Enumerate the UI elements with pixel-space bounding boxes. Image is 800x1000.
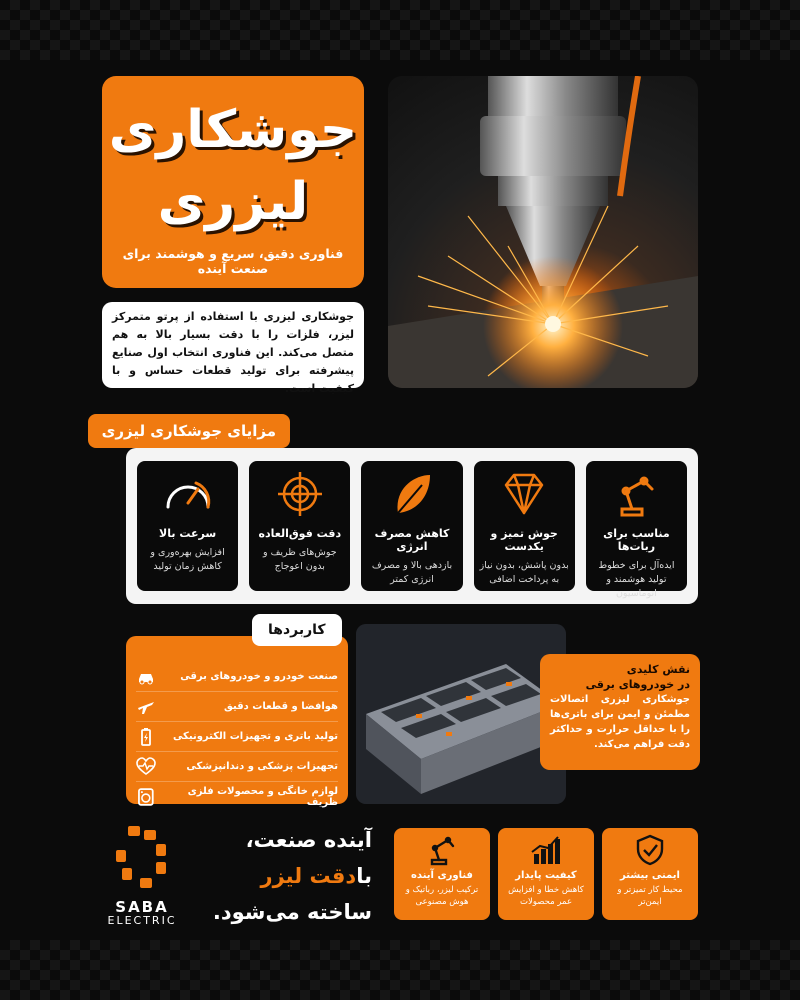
ev-title-line1: نقش کلیدی (626, 663, 690, 676)
list-item (136, 752, 338, 782)
benefit-title: سرعت بالا (159, 527, 217, 540)
checker-pattern-top (0, 0, 800, 60)
benefit-desc: افزایش بهره‌وری و کاهش زمان تولید (150, 547, 225, 572)
feature-card (498, 828, 594, 920)
battery-icon (136, 727, 156, 747)
ev-info-box (540, 654, 700, 770)
feature-card (394, 828, 490, 920)
title-block (102, 76, 364, 288)
diamond-icon (496, 469, 552, 519)
benefit-title: دقت فوق‌العاده (258, 527, 342, 540)
page-title-line2: لیزری (157, 172, 309, 232)
benefit-title: مناسب برای ربات‌ها (603, 527, 670, 553)
page-title-line1: جوشکاری (108, 100, 358, 160)
logo-sub: ELECTRIC (107, 914, 177, 927)
heartbeat-icon (136, 757, 156, 777)
benefit-card (361, 461, 462, 591)
feature-desc: ترکیب لیزر، رباتیک و هوش مصنوعی (405, 885, 479, 907)
slogan (200, 822, 372, 930)
benefit-desc: بازدهی بالا و مصرف انرژی کمتر (371, 560, 453, 585)
slogan-line2 (200, 858, 372, 894)
app-item-label: هوافضا و قطعات دقیق (224, 701, 338, 712)
ev-title-line2: در خودروهای برقی (585, 678, 690, 691)
logo-name: SABA (115, 898, 169, 916)
crosshair-icon (272, 469, 328, 519)
shield-check-icon (632, 834, 668, 866)
app-item-label: صنعت خودرو و خودروهای برقی (180, 671, 338, 682)
feature-title: فناوری آینده (411, 870, 473, 881)
intro-text: جوشکاری لیزری با استفاده از پرتو متمرکز لیزر، فلزات را با دقت بسیار بالا به هم متصل می‌کند. این فناوری انتخاب اول صنایع پیشرفته برای تولید قطعات حساس و با کیفیت است. (102, 302, 364, 388)
benefits-heading: مزایای جوشکاری لیزری (88, 414, 290, 448)
benefits-panel (126, 448, 698, 604)
feature-title: ایمنی بیشتر (620, 870, 680, 881)
laser-welding-hero-image (388, 76, 698, 388)
benefit-title: جوش تمیز و یکدست (490, 527, 558, 553)
feature-cards (392, 828, 698, 920)
app-item-label: تولید باتری و تجهیزات الکترونیکی (172, 731, 338, 742)
speedometer-icon (160, 469, 216, 519)
checker-pattern-bottom (0, 940, 800, 1000)
slogan-line1: آینده صنعت، (245, 828, 372, 852)
feature-desc: محیط کار تمیزتر و ایمن‌تر (617, 885, 683, 907)
applications-panel (126, 636, 348, 808)
app-item-label: لوازم خانگی و محصولات فلزی ظریف (187, 786, 338, 808)
car-icon (136, 667, 156, 687)
washing-machine-icon (136, 787, 156, 807)
feature-title: کیفیت پایدار (515, 870, 577, 881)
feature-card (602, 828, 698, 920)
slogan-highlight: دقت لیزر (260, 864, 357, 888)
applications-heading: کاربردها (252, 614, 342, 646)
leaf-icon (384, 469, 440, 519)
ev-text: جوشکاری لیزری اتصالات مطمئن و ایمن برای باتری‌ها را با حداقل حرارت و حداکثر دقت فراهم می‌کند. (550, 694, 690, 750)
airplane-icon (136, 697, 156, 717)
benefit-card (586, 461, 687, 599)
feature-desc: کاهش خطا و افزایش عمر محصولات (508, 885, 584, 907)
list-item (136, 782, 338, 812)
app-item-label: تجهیزات پزشکی و دندانپزشکی (186, 761, 338, 772)
list-item (136, 662, 338, 692)
ev-battery-image (356, 624, 566, 804)
benefit-card (474, 461, 575, 591)
list-item (136, 692, 338, 722)
robot-arm-icon (608, 469, 664, 519)
growth-chart-icon (528, 834, 564, 866)
benefit-desc: بدون پاشش، بدون نیاز به پرداخت اضافی (479, 560, 569, 585)
list-item (136, 722, 338, 752)
robot-arm-icon (424, 834, 460, 866)
slogan-line2-pre: با (356, 864, 372, 888)
benefit-desc: ایده‌آل برای خطوط تولید هوشمند و اتوماسیون (598, 560, 675, 599)
benefit-title: کاهش مصرف انرژی (374, 527, 450, 553)
benefit-desc: جوش‌های ظریف و بدون اعوجاج (262, 547, 337, 572)
slogan-line3: ساخته می‌شود. (212, 900, 372, 924)
benefit-card (249, 461, 350, 591)
page-subtitle: فناوری دقیق، سریع و هوشمند برای صنعت آینده (122, 246, 344, 276)
benefit-card (137, 461, 238, 591)
